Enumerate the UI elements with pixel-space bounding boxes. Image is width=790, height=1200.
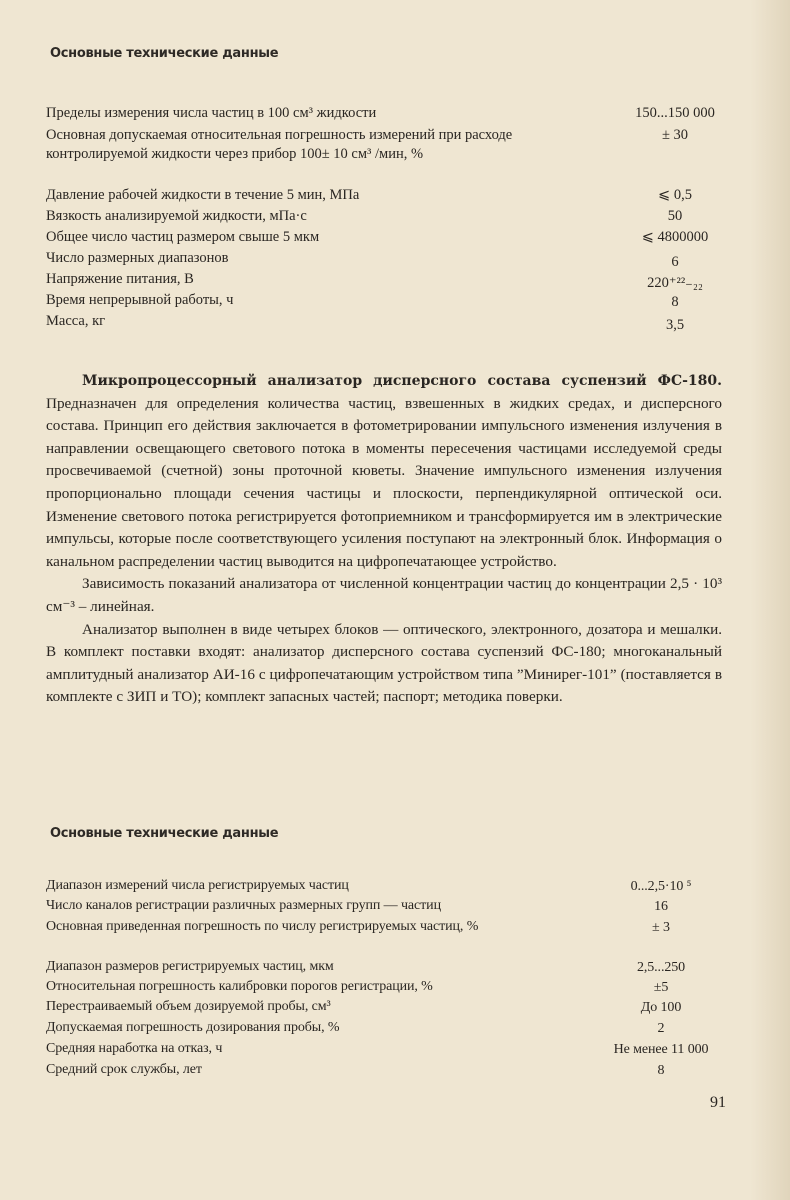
spec-value: 220⁺²²₋₂₂ xyxy=(647,275,703,291)
spec-label: Число каналов регистрации различных размерных групп — частиц xyxy=(46,898,441,913)
spec-label: Относительная погрешность калибровки порогов регистрации, % xyxy=(46,979,433,994)
spec-row xyxy=(46,1019,686,1040)
spec-value: 150...150 000 xyxy=(635,105,715,121)
spec-label: Средний срок службы, лет xyxy=(46,1062,202,1077)
section-heading-2: Основные технические данные xyxy=(50,826,279,841)
spec-value: ±5 xyxy=(653,980,669,995)
spec-row xyxy=(46,126,689,186)
spec-label: Перестраиваемый объем дозируемой пробы, см³ xyxy=(46,999,331,1014)
spec-label: Напряжение питания, В xyxy=(46,271,194,287)
spec-row xyxy=(46,897,686,918)
spec-row xyxy=(46,249,686,270)
spec-table-1 xyxy=(46,104,715,333)
spec-label: Диапазон размеров регистрируемых частиц, мкм xyxy=(46,959,334,974)
spec-label: Число размерных диапазонов xyxy=(46,250,229,266)
spec-value: 2 xyxy=(657,1021,665,1036)
spec-value: 3,5 xyxy=(665,317,685,333)
spec-value: ⩽ 0,5 xyxy=(658,187,692,203)
spec-label: Допускаемая погрешность дозирования пробы, % xyxy=(46,1020,340,1035)
article-body xyxy=(46,370,722,709)
spec-row xyxy=(46,1061,686,1082)
spec-value: Не менее 11 000 xyxy=(613,1042,709,1057)
paragraph: Анализатор выполнен в виде четырех блоков — оптического, электронного, дозатора и мешалки. В комплект поставки входят: анализатор дисперсного состава суспензий ФС-180; многоканальный амплитудный анализатор АИ-16 с цифропечатающим устройством типа ”Минирег-101” (поставляется в комплекте с ЗИП и ТО); комплект запасных частей; паспорт; методика поверки. xyxy=(46,620,722,706)
spec-row xyxy=(46,186,692,207)
spec-row xyxy=(46,291,686,312)
spec-value: 6 xyxy=(671,254,679,270)
spec-label: Общее число частиц размером свыше 5 мкм xyxy=(46,229,320,245)
spec-row xyxy=(46,312,686,333)
spec-label: Пределы измерения числа частиц в 100 см³ жидкости xyxy=(46,105,377,121)
spec-value: До 100 xyxy=(640,1000,682,1015)
spec-row xyxy=(46,978,686,998)
spec-value: ± 30 xyxy=(661,127,689,143)
spec-value: ± 3 xyxy=(652,920,670,935)
spec-row xyxy=(46,958,686,978)
page-number: 91 xyxy=(710,1094,726,1111)
spec-label: Основная допускаемая относительная погрешность измерений при расходе контролируемой жидкости через прибор 100± 10 см³ /мин, % xyxy=(46,127,513,162)
article-title: Микропроцессорный анализатор дисперсного состава суспензий ФС-180. xyxy=(82,373,722,389)
spec-row xyxy=(46,918,686,958)
section-heading-1: Основные технические данные xyxy=(50,46,279,61)
paragraph: Зависимость показаний анализатора от численной концентрации частиц до концентрации 2,5 · 10³ см⁻³ – линейная. xyxy=(46,575,722,615)
spec-label: Вязкость анализируемой жидкости, мПа·с xyxy=(46,208,307,224)
spec-label: Давление рабочей жидкости в течение 5 мин, МПа xyxy=(46,187,360,203)
spec-label: Основная приведенная погрешность по числу регистрируемых частиц, % xyxy=(46,919,479,934)
spec-row xyxy=(46,998,686,1019)
paragraph-text: Предназначен для определения количества частиц, взвешенных в жидких средах, и дисперсного состава. Принцип его действия заключается в фотометрировании импульсного изменения излучения в направлении освещающего светового потока в моменты пересечения частицами исследуемой среды просвечиваемой (счетной) зоны проточной кюветы. Значение импульсного изменения излучения пропорционально площади сечения частицы и плоскости, перпендикулярной оптической оси. Изменение светового потока регистрируется фотоприемником и трансформируется им в электрические импульсы, которые после соответствующего усиления поступают на электронный блок. Информация о канальном распределении частиц выводится на цифропечатающее устройство. xyxy=(46,394,722,570)
spec-row xyxy=(46,228,709,249)
spec-table-2 xyxy=(46,877,709,1082)
spec-label: Масса, кг xyxy=(46,313,106,329)
spec-value: ⩽ 4800000 xyxy=(641,229,709,245)
spec-value: 2,5...250 xyxy=(636,960,686,975)
spec-row xyxy=(46,270,703,291)
spec-label: Диапазон измерений числа регистрируемых частиц xyxy=(46,878,349,893)
spec-label: Время непрерывной работы, ч xyxy=(46,292,234,308)
spec-row xyxy=(46,207,686,228)
spec-value: 0...2,5·10 ⁵ xyxy=(630,879,692,894)
spec-row xyxy=(46,1040,709,1061)
spec-value: 16 xyxy=(654,899,668,914)
spec-value: 50 xyxy=(667,208,683,224)
spec-row xyxy=(46,104,715,126)
page-edge-shading xyxy=(750,0,790,1200)
spec-value: 8 xyxy=(671,294,679,310)
paragraph xyxy=(46,370,722,573)
spec-label: Средняя наработка на отказ, ч xyxy=(46,1041,223,1056)
spec-value: 8 xyxy=(657,1063,665,1078)
spec-row xyxy=(46,877,692,897)
